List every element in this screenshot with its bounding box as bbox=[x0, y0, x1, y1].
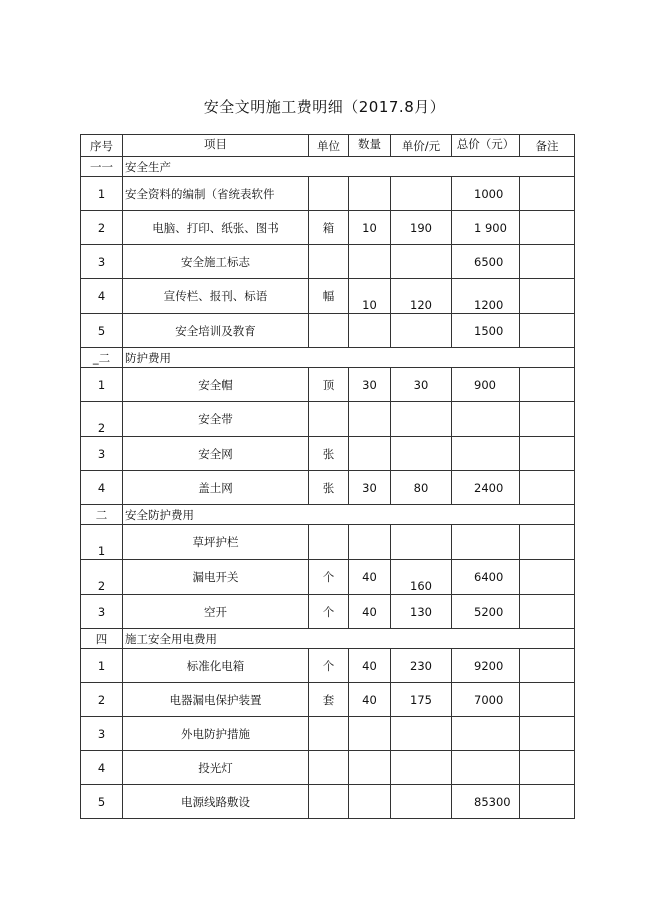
row-price: 190 bbox=[391, 211, 452, 245]
row-note bbox=[520, 649, 575, 683]
row-price: 230 bbox=[391, 649, 452, 683]
table-row bbox=[81, 245, 575, 279]
row-unit: 箱 bbox=[309, 211, 349, 245]
table-row bbox=[81, 717, 575, 751]
section-number: 一一 bbox=[81, 157, 123, 177]
row-total: 6400 bbox=[452, 560, 520, 595]
row-unit: 幅 bbox=[309, 279, 349, 314]
table-row bbox=[81, 595, 575, 629]
row-qty: 40 bbox=[349, 560, 391, 595]
table-row bbox=[81, 471, 575, 505]
row-qty: 30 bbox=[349, 471, 391, 505]
row-item: 电源线路敷设 bbox=[123, 785, 309, 819]
row-price bbox=[391, 245, 452, 279]
row-unit bbox=[309, 785, 349, 819]
page-title: 安全文明施工费明细（2017.8月） bbox=[203, 98, 446, 116]
row-number: 3 bbox=[81, 717, 123, 751]
header-row bbox=[81, 135, 575, 157]
row-note bbox=[520, 177, 575, 211]
row-price bbox=[391, 177, 452, 211]
table-row bbox=[81, 177, 575, 211]
table-row bbox=[81, 211, 575, 245]
table-row bbox=[81, 402, 575, 437]
header-cell-price: 单价/元 bbox=[391, 135, 452, 157]
section-title: 安全防护费用 bbox=[123, 505, 575, 525]
row-unit: 顶 bbox=[309, 368, 349, 402]
row-price bbox=[391, 525, 452, 560]
row-unit: 张 bbox=[309, 437, 349, 471]
row-price bbox=[391, 402, 452, 437]
row-note bbox=[520, 683, 575, 717]
row-total: 1500 bbox=[452, 314, 520, 348]
header-cell-total: 总价（元） bbox=[452, 135, 520, 157]
row-unit bbox=[309, 751, 349, 785]
row-unit bbox=[309, 177, 349, 211]
row-number: 1 bbox=[81, 649, 123, 683]
row-price bbox=[391, 717, 452, 751]
row-price bbox=[391, 314, 452, 348]
row-price: 160 bbox=[391, 560, 452, 595]
table-row bbox=[81, 751, 575, 785]
row-item: 电脑、打印、纸张、图书 bbox=[123, 211, 309, 245]
section-title: 安全生产 bbox=[123, 157, 575, 177]
section-title: 施工安全用电费用 bbox=[123, 629, 575, 649]
table-row bbox=[81, 560, 575, 595]
section-row bbox=[81, 157, 575, 177]
row-qty: 40 bbox=[349, 595, 391, 629]
row-item: 宣传栏、报刊、标语 bbox=[123, 279, 309, 314]
row-item: 安全培训及教育 bbox=[123, 314, 309, 348]
row-unit bbox=[309, 525, 349, 560]
row-price: 120 bbox=[391, 279, 452, 314]
row-note bbox=[520, 525, 575, 560]
row-number: 1 bbox=[81, 525, 123, 560]
row-item: 安全带 bbox=[123, 402, 309, 437]
row-qty bbox=[349, 525, 391, 560]
row-item: 安全帽 bbox=[123, 368, 309, 402]
row-unit: 个 bbox=[309, 595, 349, 629]
row-qty: 40 bbox=[349, 683, 391, 717]
row-number: 2 bbox=[81, 560, 123, 595]
row-total: 5200 bbox=[452, 595, 520, 629]
row-qty: 10 bbox=[349, 279, 391, 314]
row-item: 盖土网 bbox=[123, 471, 309, 505]
header-cell-qty: 数量 bbox=[349, 135, 391, 157]
row-qty bbox=[349, 751, 391, 785]
row-total: 2400 bbox=[452, 471, 520, 505]
row-total: 1200 bbox=[452, 279, 520, 314]
table-row bbox=[81, 437, 575, 471]
row-note bbox=[520, 245, 575, 279]
row-qty: 40 bbox=[349, 649, 391, 683]
row-number: 1 bbox=[81, 368, 123, 402]
row-item: 标准化电箱 bbox=[123, 649, 309, 683]
section-row bbox=[81, 629, 575, 649]
expense-table bbox=[80, 134, 575, 819]
row-item: 空开 bbox=[123, 595, 309, 629]
row-number: 2 bbox=[81, 211, 123, 245]
row-number: 4 bbox=[81, 471, 123, 505]
row-item: 安全资料的编制（省统表软件 bbox=[123, 177, 309, 211]
row-unit: 个 bbox=[309, 649, 349, 683]
section-row bbox=[81, 505, 575, 525]
table-row bbox=[81, 525, 575, 560]
table-row bbox=[81, 785, 575, 819]
row-number: 3 bbox=[81, 245, 123, 279]
table-row bbox=[81, 368, 575, 402]
row-qty bbox=[349, 402, 391, 437]
row-unit: 个 bbox=[309, 560, 349, 595]
table-row bbox=[81, 279, 575, 314]
row-total: 9200 bbox=[452, 649, 520, 683]
table-row bbox=[81, 649, 575, 683]
row-number: 2 bbox=[81, 402, 123, 437]
row-price: 175 bbox=[391, 683, 452, 717]
row-item: 安全施工标志 bbox=[123, 245, 309, 279]
row-total bbox=[452, 717, 520, 751]
row-unit bbox=[309, 245, 349, 279]
section-number: _二 bbox=[81, 348, 123, 368]
row-number: 4 bbox=[81, 751, 123, 785]
row-price bbox=[391, 785, 452, 819]
row-total: 1 900 bbox=[452, 211, 520, 245]
row-item: 外电防护措施 bbox=[123, 717, 309, 751]
header-cell-no: 序号 bbox=[81, 135, 123, 157]
row-unit: 张 bbox=[309, 471, 349, 505]
header-cell-item: 项目 bbox=[123, 135, 309, 157]
row-note bbox=[520, 751, 575, 785]
row-total: 85300 bbox=[452, 785, 520, 819]
row-note bbox=[520, 785, 575, 819]
row-unit bbox=[309, 402, 349, 437]
header-cell-unit: 单位 bbox=[309, 135, 349, 157]
row-total: 900 bbox=[452, 368, 520, 402]
row-price: 80 bbox=[391, 471, 452, 505]
row-total: 6500 bbox=[452, 245, 520, 279]
row-item: 漏电开关 bbox=[123, 560, 309, 595]
row-qty bbox=[349, 245, 391, 279]
section-number: 四 bbox=[81, 629, 123, 649]
section-title: 防护费用 bbox=[123, 348, 575, 368]
row-note bbox=[520, 368, 575, 402]
row-note bbox=[520, 402, 575, 437]
section-number: 二 bbox=[81, 505, 123, 525]
row-note bbox=[520, 279, 575, 314]
row-note bbox=[520, 717, 575, 751]
row-price: 30 bbox=[391, 368, 452, 402]
row-price bbox=[391, 437, 452, 471]
row-item: 投光灯 bbox=[123, 751, 309, 785]
row-total bbox=[452, 525, 520, 560]
row-note bbox=[520, 314, 575, 348]
row-note bbox=[520, 595, 575, 629]
row-total: 7000 bbox=[452, 683, 520, 717]
row-price bbox=[391, 751, 452, 785]
section-row bbox=[81, 348, 575, 368]
row-item: 安全网 bbox=[123, 437, 309, 471]
row-qty bbox=[349, 717, 391, 751]
row-qty bbox=[349, 785, 391, 819]
row-qty bbox=[349, 314, 391, 348]
row-number: 5 bbox=[81, 785, 123, 819]
row-note bbox=[520, 560, 575, 595]
table-row bbox=[81, 683, 575, 717]
table-row bbox=[81, 314, 575, 348]
row-qty: 30 bbox=[349, 368, 391, 402]
row-number: 3 bbox=[81, 595, 123, 629]
row-number: 3 bbox=[81, 437, 123, 471]
header-cell-note: 备注 bbox=[520, 135, 575, 157]
row-qty bbox=[349, 437, 391, 471]
row-total bbox=[452, 751, 520, 785]
row-item: 电器漏电保护装置 bbox=[123, 683, 309, 717]
row-total: 1000 bbox=[452, 177, 520, 211]
row-item: 草坪护栏 bbox=[123, 525, 309, 560]
row-price: 130 bbox=[391, 595, 452, 629]
row-note bbox=[520, 471, 575, 505]
row-note bbox=[520, 437, 575, 471]
row-qty bbox=[349, 177, 391, 211]
row-number: 4 bbox=[81, 279, 123, 314]
row-number: 5 bbox=[81, 314, 123, 348]
row-number: 1 bbox=[81, 177, 123, 211]
row-unit bbox=[309, 314, 349, 348]
row-total bbox=[452, 402, 520, 437]
row-number: 2 bbox=[81, 683, 123, 717]
row-unit: 套 bbox=[309, 683, 349, 717]
row-qty: 10 bbox=[349, 211, 391, 245]
row-note bbox=[520, 211, 575, 245]
row-unit bbox=[309, 717, 349, 751]
row-total bbox=[452, 437, 520, 471]
